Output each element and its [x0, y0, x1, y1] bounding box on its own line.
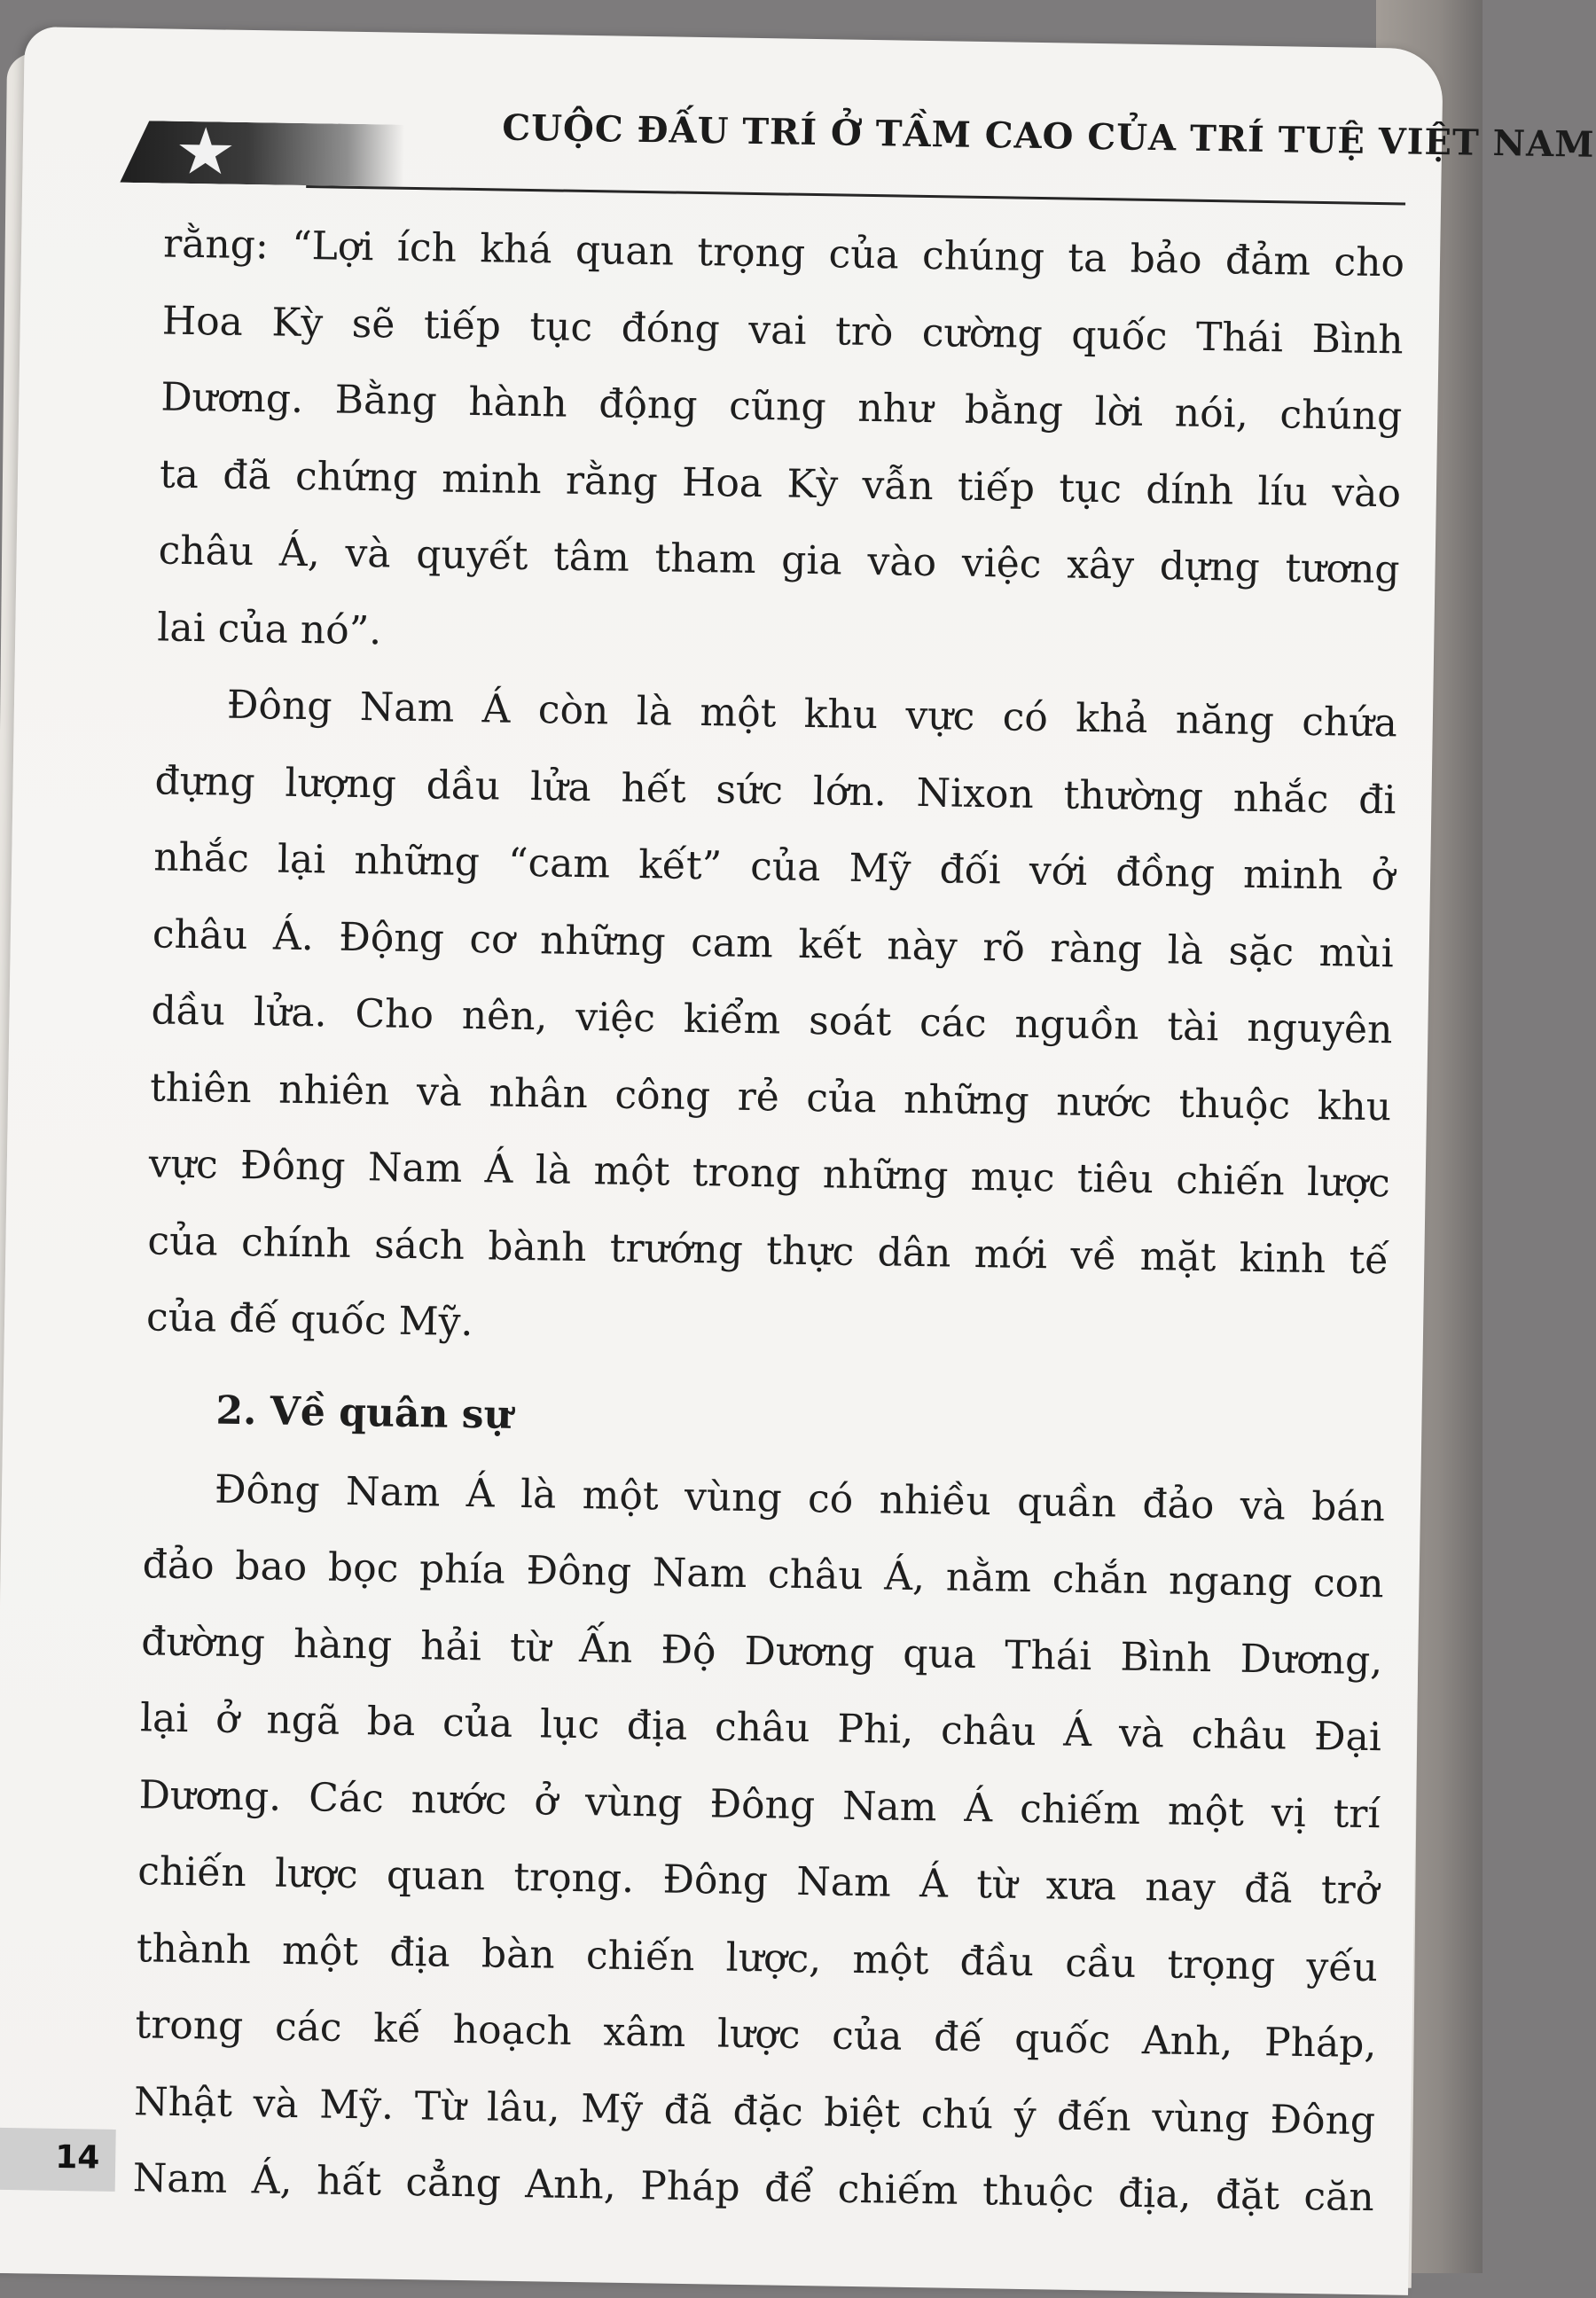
paragraph-2	[145, 666, 1397, 1375]
running-header	[111, 83, 1595, 201]
text-line: thành một địa bàn chiến lược, một đầu cầu trọng yếu	[136, 1925, 1379, 1990]
text-line: của đế quốc Mỹ.	[145, 1294, 473, 1346]
text-line: châu Á. Động cơ những cam kết này rõ ràng là sặc mùi	[152, 911, 1395, 976]
text-line: thiên nhiên và nhân công rẻ của những nước thuộc khu	[149, 1064, 1392, 1129]
page-body	[132, 206, 1404, 2236]
text-line: lai của nó”.	[156, 604, 382, 653]
paragraph-3	[132, 1450, 1385, 2237]
text-line: Dương. Các nước ở vùng Đông Nam Á chiếm một vị trí	[138, 1771, 1381, 1837]
section-heading: 2. Về quân sự	[215, 1387, 512, 1438]
text-line: đảo bao bọc phía Đông Nam châu Á, nằm chắn ngang con	[142, 1542, 1384, 1607]
text-line: ta đã chứng minh rằng Hoa Kỳ vẫn tiếp tục dính líu vào	[159, 450, 1402, 516]
text-line: nhắc lại những “cam kết” của Mỹ đối với đồng minh ở	[153, 834, 1396, 900]
book-page	[0, 27, 1595, 2295]
text-line: đường hàng hải từ Ấn Độ Dương qua Thái Bình Dương,	[141, 1618, 1383, 1684]
page-number: 14	[54, 2138, 100, 2177]
text-line: đựng lượng dầu lửa hết sức lớn. Nixon thường nhắc đi	[154, 757, 1396, 823]
text-line: Đông Nam Á là một vùng có nhiều quần đảo và bán	[214, 1466, 1386, 1530]
header-rule	[306, 185, 1405, 205]
text-line: rằng: “Lợi ích khá quan trọng của chúng ta bảo đảm cho	[162, 221, 1405, 286]
header-title: CUỘC ĐẤU TRÍ Ở TẦM CAO CỦA TRÍ TUỆ VIỆT NAM	[501, 106, 1595, 166]
text-line: chiến lược quan trọng. Đông Nam Á từ xưa nay đã trở	[137, 1849, 1380, 1914]
text-line: trong các kế hoạch xâm lược của đế quốc Anh, Pháp,	[135, 2002, 1377, 2067]
text-line: vực Đông Nam Á là một trong những mục tiêu chiến lược	[148, 1141, 1391, 1207]
paragraph-1	[157, 206, 1405, 685]
header-banner	[120, 121, 404, 187]
text-line: Dương. Bằng hành động cũng như bằng lời nói, chúng	[160, 374, 1403, 440]
text-line: lại ở ngã ba của lục địa châu Phi, châu Á và châu Đại	[139, 1695, 1382, 1761]
text-line: dầu lửa. Cho nên, việc kiểm soát các nguồn tài nguyên	[151, 988, 1393, 1053]
text-line: của chính sách bành trướng thực dân mới về mặt kinh tế	[147, 1217, 1389, 1283]
text-line: Nam Á, hất cẳng Anh, Pháp để chiếm thuộc địa, đặt căn	[132, 2155, 1375, 2221]
text-line: châu Á, và quyết tâm tham gia vào việc xây dựng tương	[158, 528, 1400, 593]
text-line: Hoa Kỳ sẽ tiếp tục đóng vai trò cường quốc Thái Bình	[161, 297, 1404, 363]
text-line: Nhật và Mỹ. Từ lâu, Mỹ đã đặc biệt chú ý đến vùng Đông	[133, 2078, 1376, 2144]
text-line: Đông Nam Á còn là một khu vực có khả năng chứa	[226, 682, 1398, 746]
